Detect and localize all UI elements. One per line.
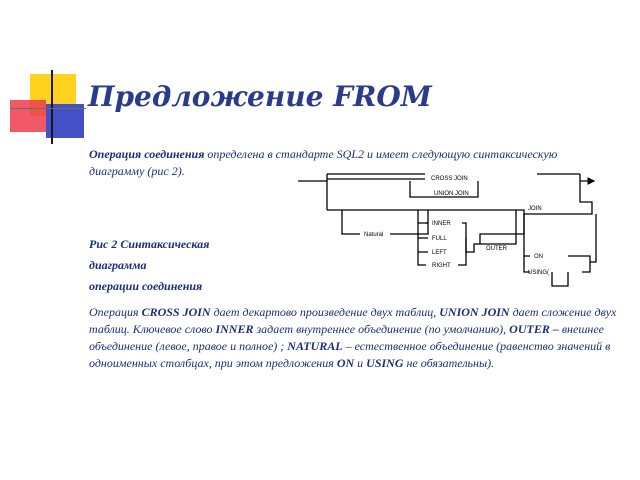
caption-line-1: Рис 2 Синтаксическая диаграмма [89, 237, 210, 272]
label-cross-join: CROSS JOIN [431, 176, 468, 182]
keyword-on: ON [336, 356, 355, 370]
slide-title: Предложение FROM [88, 80, 432, 113]
label-left: LEFT [432, 250, 447, 256]
keyword-using: USING [366, 356, 404, 370]
decor-red-square [10, 100, 46, 132]
body-paragraph [89, 304, 629, 372]
decor-horizontal-line [10, 108, 86, 109]
label-natural: Natural [364, 232, 384, 238]
intro-text: определена в стандарте SQL2 и имеет следующую синтаксическую диаграмму (рис 2). [89, 147, 558, 178]
join-syntax-diagram [290, 168, 610, 292]
label-inner: INNER [432, 221, 451, 227]
body-text: и [354, 356, 367, 370]
figure-caption [89, 234, 269, 297]
label-outer: OUTER [486, 246, 507, 252]
label-on: ON [534, 254, 543, 260]
body-text: дает сложение двух таблиц. Ключевое слово [89, 305, 617, 336]
keyword-inner: INNER [215, 322, 254, 336]
keyword-union-join: UNION JOIN [439, 305, 510, 319]
label-right: RIGHT [432, 263, 451, 269]
decor-vertical-line [51, 70, 53, 144]
intro-term: Операция соединения [89, 147, 205, 161]
body-text: дает декартово произведение двух таблиц, [210, 305, 440, 319]
keyword-outer: OUTER – [509, 322, 559, 336]
body-text: Операция [89, 305, 142, 319]
diagram-labels [364, 176, 549, 276]
keyword-cross-join: CROSS JOIN [141, 305, 211, 319]
keyword-natural: NATURAL [287, 339, 343, 353]
label-union-join: UNION JOIN [434, 191, 469, 197]
body-text: не обязательны). [403, 356, 495, 370]
body-text: задает внутреннее объединение (по умолчанию), [253, 322, 510, 336]
body-text: – естественное объединение (равенство значений в одноименных столбцах, при этом предложения [89, 339, 611, 370]
caption-line-2: операции соединения [89, 279, 203, 293]
label-join: JOIN [528, 206, 542, 212]
label-full: FULL [432, 236, 447, 242]
label-using: USING( [528, 270, 549, 276]
body-text: внешнее объединение (левое, правое и полное) ; [89, 322, 604, 353]
